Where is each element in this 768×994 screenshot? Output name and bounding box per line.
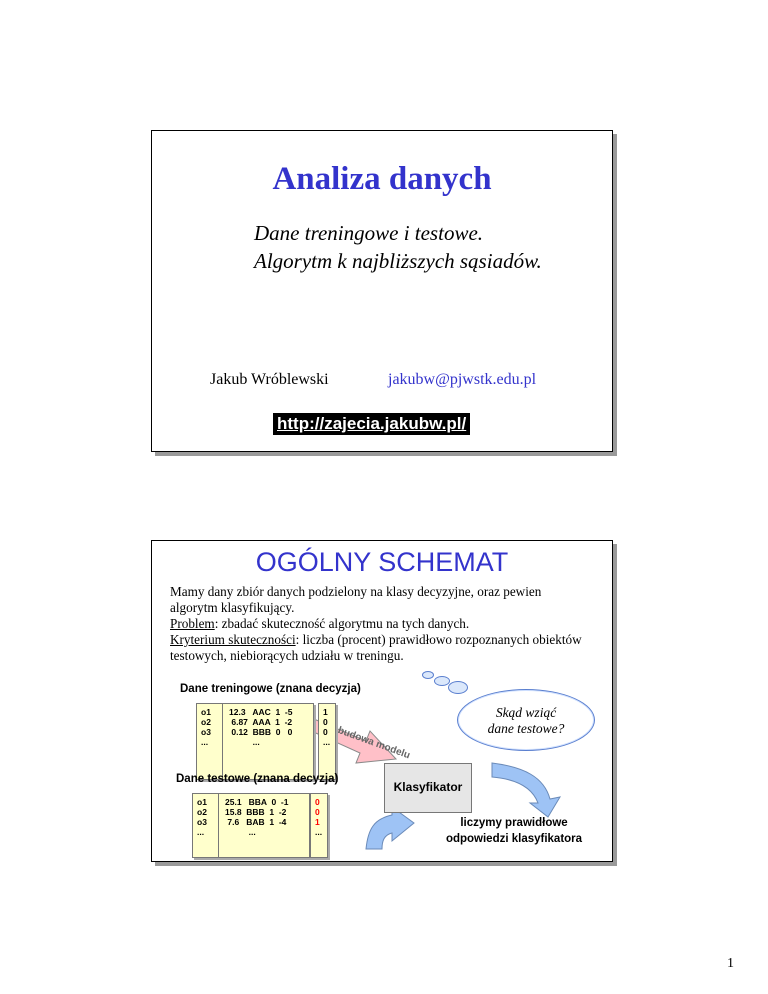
decision-value: 0	[323, 717, 328, 727]
decision-value: 1	[315, 817, 320, 827]
row-id: o1	[201, 707, 211, 717]
decision-value: 0	[315, 807, 320, 817]
row-id: o3	[201, 727, 211, 737]
test-decision-column	[310, 793, 328, 858]
table-row: 6.87 AAA 1 -2	[229, 717, 293, 727]
table-row: 0.12 BBB 0 0	[229, 727, 293, 737]
table-row: ...	[225, 827, 256, 837]
schema-slide	[151, 540, 613, 862]
slide-subtitle	[254, 219, 542, 275]
test-input-arrow	[366, 807, 414, 849]
decision-value: 1	[323, 707, 328, 717]
decision-value: ...	[315, 827, 323, 837]
problem-label: Problem	[170, 616, 215, 631]
subtitle-line-2: Algorytm k najbliższych sąsiadów.	[254, 249, 542, 273]
training-attributes-table	[222, 703, 314, 780]
thought-bubble-dot	[422, 671, 434, 679]
cloud-text	[458, 705, 594, 737]
row-id: ...	[201, 737, 209, 747]
decision-value: ...	[323, 737, 331, 747]
row-id: o2	[201, 717, 211, 727]
page-number: 1	[727, 956, 734, 971]
table-row: 15.8 BBB 1 -2	[225, 807, 287, 817]
decision-value: 0	[323, 727, 328, 737]
cloud-line-2: dane testowe?	[487, 721, 565, 736]
model-building-label: budowa modelu	[336, 725, 412, 762]
table-row: 7.6 BAB 1 -4	[225, 817, 287, 827]
test-attributes-table	[218, 793, 310, 858]
author-email[interactable]: jakubw@pjwstk.edu.pl	[388, 371, 537, 388]
training-data-label: Dane treningowe (znana decyzja)	[180, 683, 361, 695]
row-id: ...	[197, 827, 205, 837]
intro-paragraph: Mamy dany zbiór danych podzielony na klasy decyzyjne, oraz pewien algorytm klasyfikujący.	[170, 584, 542, 615]
table-row: 12.3 AAC 1 -5	[229, 707, 293, 717]
thought-bubble-dot	[448, 681, 468, 694]
result-line-2: odpowiedzi klasyfikatora	[445, 833, 583, 845]
result-line-1: liczymy prawidłowe	[460, 817, 568, 829]
row-id: o3	[197, 817, 207, 827]
decision-value: 0	[315, 797, 320, 807]
table-row: ...	[229, 737, 260, 747]
author-name: Jakub Wróblewski	[210, 371, 329, 388]
result-arrow	[492, 763, 560, 817]
result-caption	[420, 815, 608, 847]
slide-title: OGÓLNY SCHEMAT	[255, 547, 509, 577]
question-cloud	[457, 689, 595, 751]
cloud-line-1: Skąd wziąć	[495, 705, 557, 720]
criterion-text: : liczba (procent) prawidłowo rozpoznanych obiektów testowych, niebiorących udziału w treningu.	[170, 632, 582, 663]
title-slide	[151, 130, 613, 452]
criterion-label: Kryterium skuteczności	[170, 632, 296, 647]
row-id: o1	[197, 797, 207, 807]
row-id: o2	[197, 807, 207, 817]
table-row: 25.1 BBA 0 -1	[225, 797, 289, 807]
classifier-box: Klasyfikator	[384, 763, 472, 813]
slide-title: Analiza danych	[272, 161, 492, 197]
training-decision-column	[318, 703, 336, 780]
test-data-label: Dane testowe (znana decyzja)	[176, 773, 339, 785]
course-link[interactable]: http://zajecia.jakubw.pl/	[273, 413, 470, 435]
problem-text: : zbadać skuteczność algorytmu na tych danych.	[214, 616, 470, 631]
subtitle-line-1: Dane treningowe i testowe.	[254, 221, 484, 245]
